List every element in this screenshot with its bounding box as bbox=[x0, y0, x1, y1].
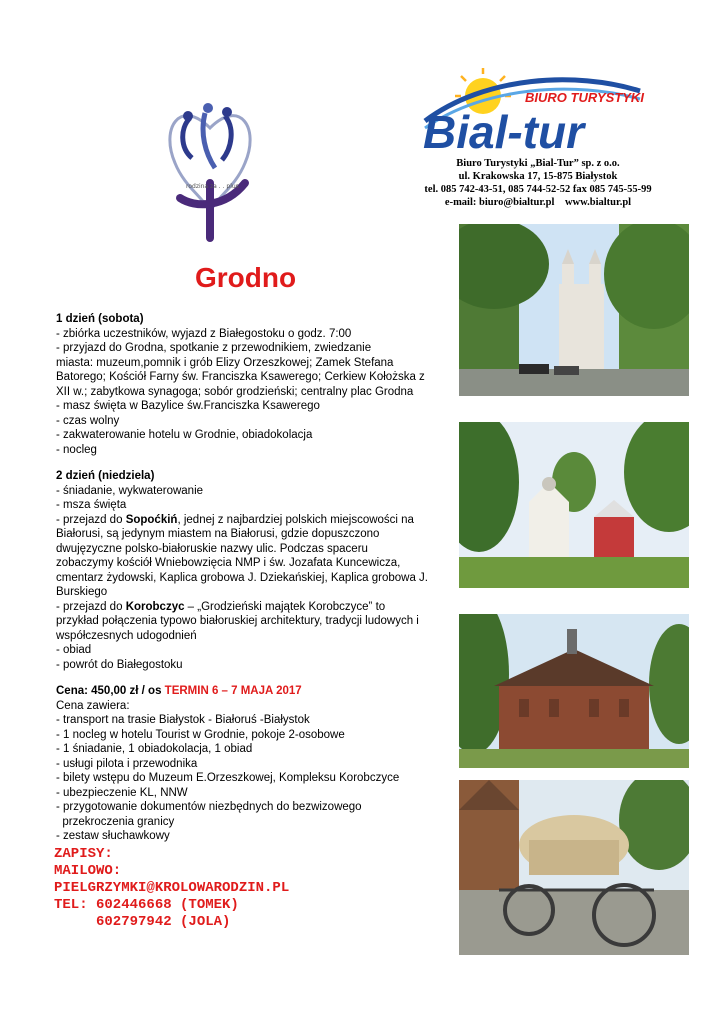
includes-item: - przygotowanie dokumentów niezbędnych do bezwizowego bbox=[56, 801, 362, 813]
family-logo bbox=[160, 88, 260, 248]
day1-item: - zakwaterowanie hotelu w Grodnie, obiadokolacja bbox=[56, 429, 313, 441]
day1-item: - masz święta w Bazylice św.Franciszka Ksawerego bbox=[56, 400, 320, 412]
includes-item: - 1 śniadanie, 1 obiadokolacja, 1 obiad bbox=[56, 743, 253, 755]
includes-item: - transport na trasie Białystok - Białoruś -Białystok bbox=[56, 714, 310, 726]
day2-item: dwujęzyczne polsko-białoruskie nazwy ulic. Podczas spaceru bbox=[56, 542, 368, 555]
day2-item: - obiad bbox=[56, 644, 92, 656]
sopockin-name: Sopoćkiń bbox=[125, 513, 178, 526]
day2-item: cmentarz żydowski, Kaplica grobowa J. Dziekańskiej, Kaplica grobowa J. bbox=[56, 571, 428, 584]
signup-line: MAILOWO: bbox=[54, 863, 122, 879]
day1-item: - czas wolny bbox=[56, 414, 120, 427]
photo-grodno-church bbox=[459, 224, 689, 396]
day2-item: Białorusi, są jedynym miastem na Białorusi, gdzie dopuszczono bbox=[56, 528, 380, 540]
photo-korobczyce-carriage bbox=[459, 780, 689, 955]
contact-line-2: ul. Krakowska 17, 15-875 Białystok bbox=[458, 171, 618, 182]
includes-item: - zestaw słuchawkowy bbox=[56, 830, 170, 842]
day1-item: XII w.; zabytkowa synagoga; sobór grodzieński; centralny plac Grodna bbox=[56, 385, 414, 398]
family-logo-text: rodzina za . . plus bbox=[186, 183, 239, 190]
includes-item: - usługi pilota i przewodnika bbox=[56, 757, 198, 770]
day2-korobczyce-line: - przejazd do Korobczyc – „Grodzieński majątek Korobczyce” to bbox=[56, 600, 386, 613]
day2-item: - powrót do Białegostoku bbox=[56, 658, 183, 671]
contact-line-1: Biuro Turystyki „Bial-Tur” sp. z o.o. bbox=[456, 158, 620, 169]
signup-phone[interactable]: TEL: 602446668 (TOMEK) bbox=[54, 897, 239, 913]
day2-item: współczesnych udogodnień bbox=[56, 629, 197, 642]
day2-item: Burskiego bbox=[56, 586, 108, 598]
signup-line: ZAPISY: bbox=[54, 846, 113, 862]
price-line bbox=[56, 684, 448, 699]
photo-kolozha-church bbox=[459, 614, 689, 768]
day1-item: - przyjazd do Grodna, spotkanie z przewodnikiem, zwiedzanie bbox=[56, 342, 372, 354]
term-dates: TERMIN 6 – 7 MAJA 2017 bbox=[164, 685, 302, 697]
day2-item: przykład połączenia typowo białoruskiej architektury, tradycji ludowych i bbox=[56, 615, 419, 627]
brand-top-text: BIURO TURYSTYKI bbox=[525, 90, 644, 105]
day1-item: miasta: muzeum,pomnik i grób Elizy Orzeszkowej; Zamek Stefana bbox=[56, 356, 394, 369]
includes-item: przekroczenia granicy bbox=[56, 815, 175, 828]
day1-item: - nocleg bbox=[56, 443, 97, 456]
day1-item: - zbiórka uczestników, wyjazd z Białegostoku o godz. 7:00 bbox=[56, 327, 352, 340]
signup-phone[interactable]: 602797942 (JOLA) bbox=[54, 914, 231, 930]
program-text bbox=[56, 312, 448, 844]
price-label: Cena: 450,00 zł / os bbox=[56, 685, 165, 697]
includes-heading: Cena zawiera: bbox=[56, 699, 130, 712]
day2-item: - msza święta bbox=[56, 499, 127, 511]
includes-item: - bilety wstępu do Muzeum E.Orzeszkowej, Kompleksu Korobczyce bbox=[56, 772, 400, 784]
signup-email[interactable]: PIELGRZYMKI@KROLOWARODZIN.PL bbox=[54, 880, 290, 896]
contact-line-4: e-mail: biuro@bialtur.pl www.bialtur.pl bbox=[444, 197, 632, 208]
korobczyce-name: Korobczyc bbox=[125, 600, 185, 613]
day1-heading: 1 dzień (sobota) bbox=[56, 313, 144, 325]
brand-name: Bial-tur bbox=[423, 106, 584, 156]
includes-item: - ubezpieczenie KL, NNW bbox=[56, 786, 188, 799]
page-title: Grodno bbox=[195, 262, 297, 293]
day2-sopockin-line: - przejazd do Sopoćkiń, jednej z najbardziej polskich miejscowości na bbox=[56, 513, 414, 526]
bialtur-logo bbox=[405, 66, 645, 156]
day2-item: - śniadanie, wykwaterowanie bbox=[56, 484, 204, 497]
day2-item: zobaczymy kościół Wniebowzięcia NMP i św. Jozafata Kuncewicza, bbox=[56, 557, 401, 569]
day2-heading: 2 dzień (niedziela) bbox=[56, 470, 155, 482]
contact-line-3: tel. 085 742-43-51, 085 744-52-52 fax 085 745-55-99 bbox=[424, 184, 652, 195]
signup-block bbox=[54, 846, 424, 931]
includes-item: - 1 nocleg w hotelu Tourist w Grodnie, pokoje 2-osobowe bbox=[56, 728, 345, 741]
photo-sopockin-church bbox=[459, 422, 689, 588]
day1-item: Batorego; Kościół Farny św. Franciszka Ksawerego; Cerkiew Kołożska z bbox=[56, 371, 425, 383]
